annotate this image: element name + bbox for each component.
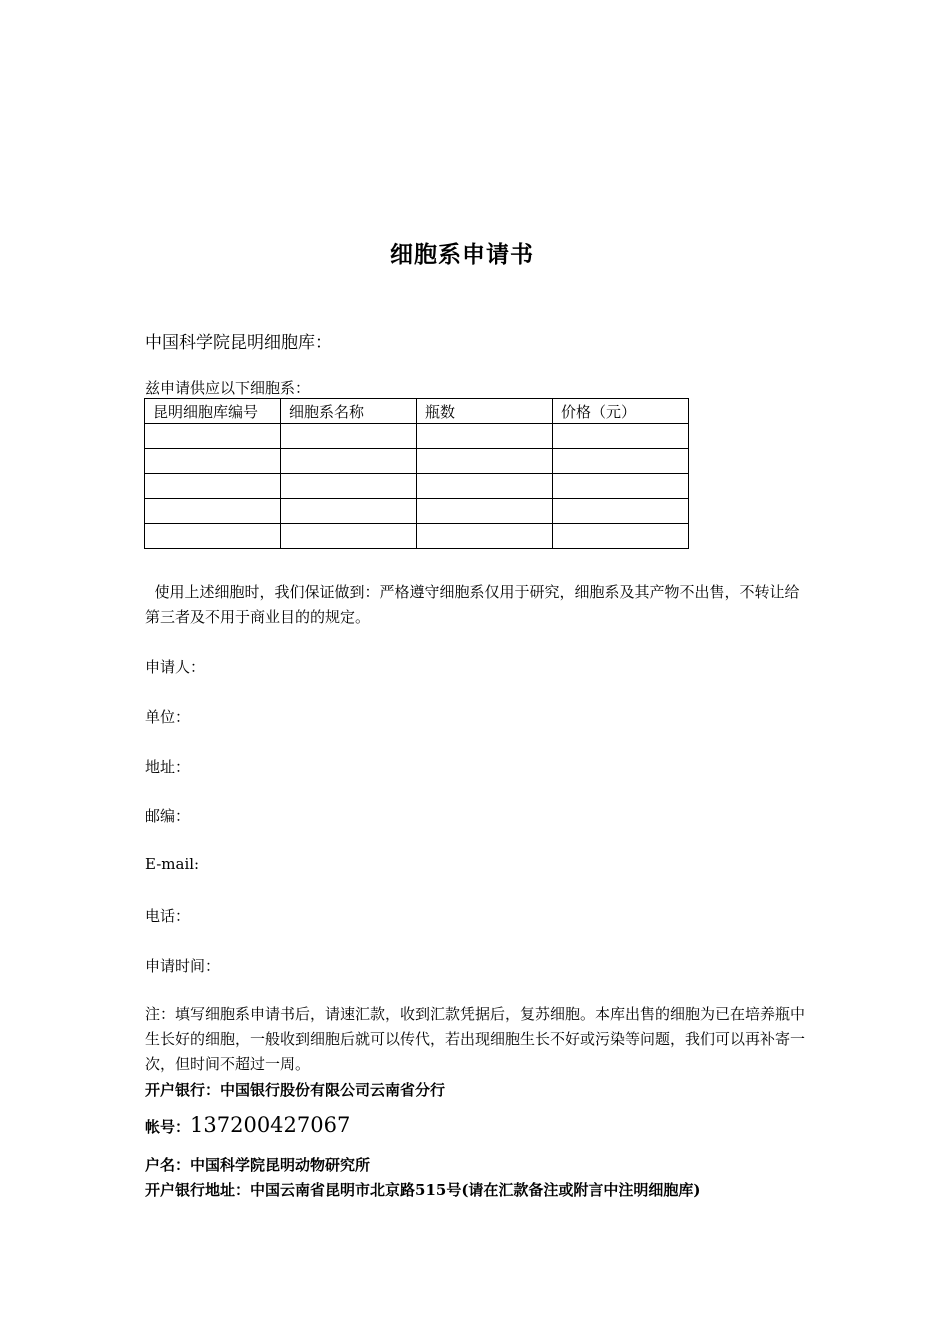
table-cell[interactable] xyxy=(553,499,689,524)
table-cell[interactable] xyxy=(417,474,553,499)
date-field: 申请时间： xyxy=(145,957,221,975)
table-cell[interactable] xyxy=(553,524,689,549)
account-number: 137200427067 xyxy=(190,1113,351,1137)
table-cell[interactable] xyxy=(145,524,281,549)
table-row xyxy=(145,499,689,524)
bank-name: 开户银行：中国银行股份有限公司云南省分行 xyxy=(145,1081,446,1099)
email-field: E-mail: xyxy=(145,855,200,873)
table-cell[interactable] xyxy=(145,449,281,474)
bank-address: 开户银行地址：中国云南省昆明市北京路515号(请在汇款备注或附言中注明细胞库) xyxy=(145,1181,701,1199)
table-cell[interactable] xyxy=(281,449,417,474)
usage-pledge-text: 使用上述细胞时，我们保证做到：严格遵守细胞系仅用于研究，细胞系及其产物不出售，不转让给第三者及不用于商业目的的规定。 xyxy=(145,583,800,626)
header-cell-price: 价格（元） xyxy=(553,399,689,424)
table-cell[interactable] xyxy=(553,449,689,474)
table-cell[interactable] xyxy=(417,449,553,474)
table-header-row xyxy=(145,399,689,424)
account-label: 帐号： xyxy=(145,1118,191,1136)
page-title: 细胞系申请书 xyxy=(390,241,534,268)
header-cell-id: 昆明细胞库编号 xyxy=(145,399,281,424)
unit-field: 单位： xyxy=(145,708,191,726)
table-row xyxy=(145,424,689,449)
header-cell-count: 瓶数 xyxy=(417,399,553,424)
table-cell[interactable] xyxy=(281,474,417,499)
table-cell[interactable] xyxy=(145,499,281,524)
table-cell[interactable] xyxy=(417,424,553,449)
table-row xyxy=(145,474,689,499)
table-cell[interactable] xyxy=(417,499,553,524)
table-cell[interactable] xyxy=(417,524,553,549)
cell-line-table xyxy=(144,398,689,549)
table-cell[interactable] xyxy=(145,474,281,499)
phone-field: 电话： xyxy=(145,907,191,925)
table-cell[interactable] xyxy=(145,424,281,449)
addressee: 中国科学院昆明细胞库： xyxy=(145,333,332,353)
table-cell[interactable] xyxy=(281,524,417,549)
table-cell[interactable] xyxy=(281,424,417,449)
account-line xyxy=(145,1113,350,1137)
address-field: 地址： xyxy=(145,758,191,776)
account-holder: 户名：中国科学院昆明动物研究所 xyxy=(145,1156,371,1174)
table-row xyxy=(145,449,689,474)
table-row xyxy=(145,524,689,549)
usage-pledge xyxy=(145,580,810,630)
table-cell[interactable] xyxy=(553,424,689,449)
header-cell-name: 细胞系名称 xyxy=(281,399,417,424)
intro-text: 兹申请供应以下细胞系： xyxy=(145,379,311,397)
table-cell[interactable] xyxy=(553,474,689,499)
applicant-field: 申请人： xyxy=(145,658,206,676)
note-text: 注：填写细胞系申请书后，请速汇款，收到汇款凭据后，复苏细胞。本库出售的细胞为已在培养瓶中生长好的细胞，一般收到细胞后就可以传代，若出现细胞生长不好或污染等问题，我们可以再补寄一次，但时间不超过一周。 xyxy=(145,1005,806,1073)
postcode-field: 邮编： xyxy=(145,807,191,825)
table-cell[interactable] xyxy=(281,499,417,524)
